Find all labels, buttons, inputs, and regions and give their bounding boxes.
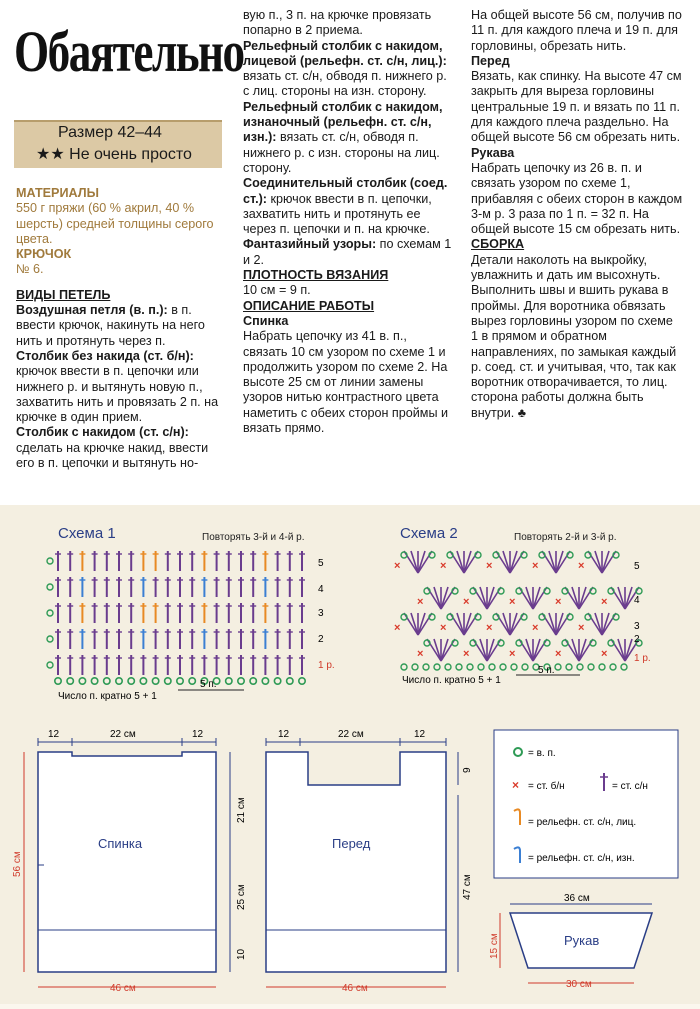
scheme-1-row-4: 4 — [318, 584, 324, 595]
chain-mark — [621, 664, 627, 670]
chain-mark — [47, 584, 53, 590]
stitch-mark — [602, 613, 609, 635]
stitch-mark — [588, 551, 602, 573]
legend-relief-back: = рельефн. ст. с/н, изн. — [528, 853, 635, 864]
stitch-mark — [480, 587, 487, 609]
back-continued-text: На общей высоте 56 см, получив по 11 п. для каждого плеча и 19 п. для горловины, обрезать нить. — [471, 8, 682, 53]
legend — [494, 730, 678, 878]
stitch-mark — [450, 613, 464, 635]
front-label: Перед — [332, 836, 371, 851]
scheme-1-footer: Число п. кратно 5 + 1 — [58, 691, 157, 702]
back-top-left: 12 — [48, 729, 60, 740]
stitch-mark — [434, 587, 441, 609]
chain-mark — [287, 678, 293, 684]
stitch-mark — [611, 639, 625, 661]
stitch-types-heading: ВИДЫ ПЕТЕЛЬ — [16, 287, 111, 302]
scheme-1-grid — [47, 551, 305, 684]
scheme-2-repeat-note: Повторять 2-й и 3-й р. — [514, 532, 617, 543]
stitch-mark — [427, 639, 441, 661]
back-total-height: 56 см — [12, 851, 23, 877]
chain-mark — [274, 678, 280, 684]
stitch-mark — [526, 587, 533, 609]
stitch-mark: × — [394, 622, 401, 634]
chain-mark — [467, 664, 473, 670]
chain-mark — [489, 664, 495, 670]
scheme-1-span: 5 п. — [200, 679, 217, 690]
scheme-1-row-2: 2 — [318, 634, 324, 645]
scheme-2-grid — [394, 551, 642, 670]
assembly-text: Детали наколоть на выкройку, увлажнить и дать им высохнуть. Выполнить швы и вшить рукава в проймы. Для воротника обвязать вырез горловины узором по схеме 1 в прямом и обратном направлениях, по замыкая каждый р. соед. ст. и учитывая, что, так как воротник отворачивается, то лиц. сторона работы должна быть внутри. ♣ — [471, 252, 677, 420]
back-pattern — [12, 729, 247, 994]
stitch-mark — [579, 587, 586, 609]
scheme-1 — [47, 525, 335, 702]
stitch-mark: × — [509, 596, 516, 608]
materials-text: 550 г пряжи (60 % акрил, 40 % шерсть) средней толщины серого цвета. — [16, 201, 214, 246]
stitch-mark — [418, 613, 425, 635]
stitch-mark — [556, 551, 570, 573]
scheme-2-row-4: 4 — [634, 595, 640, 606]
stitch-mark — [457, 613, 464, 635]
stitch-mark — [625, 639, 632, 661]
hook-text: № 6. — [16, 262, 44, 277]
sleeve-bottom-width: 30 см — [566, 979, 592, 990]
chain-mark — [412, 664, 418, 670]
stitch-mark — [503, 551, 510, 573]
stitch-mark: × — [578, 560, 585, 572]
chain-mark — [47, 610, 53, 616]
scheme-2-row-3: 3 — [634, 621, 640, 632]
chain-mark — [250, 678, 256, 684]
chain-mark — [47, 662, 53, 668]
stitch-mark — [556, 613, 563, 635]
stitch-mark: × — [532, 622, 539, 634]
stitch-mark — [565, 587, 579, 609]
chain-mark — [299, 678, 305, 684]
scheme-1-repeat-note: Повторять 3-й и 4-й р. — [202, 532, 305, 543]
chain-mark — [588, 664, 594, 670]
stitch-mark — [418, 551, 425, 573]
scheme-1-row-3: 3 — [318, 608, 324, 619]
continued-text: вую п., 3 п. на крючке провязать попарно в 2 приема. — [243, 8, 432, 38]
chain-mark — [79, 678, 85, 684]
stitch-mark — [565, 639, 579, 661]
stitch-mark — [457, 551, 464, 573]
stitch-mark — [487, 639, 494, 661]
back-height-3: 10 — [236, 948, 247, 960]
chain-mark — [610, 664, 616, 670]
chain-mark — [152, 678, 158, 684]
scheme-2-span: 5 п. — [538, 665, 555, 676]
scheme-2-title: Схема 2 — [400, 525, 458, 542]
legend-vp: = в. п. — [528, 748, 556, 759]
text-column-1 — [16, 186, 228, 471]
diagrams-svg — [0, 505, 700, 1004]
single-crochet-icon: × — [512, 778, 520, 792]
chain-mark — [55, 678, 61, 684]
stitch-mark — [625, 587, 632, 609]
stitch-mark — [572, 587, 579, 609]
back-heading: Спинка — [243, 313, 289, 328]
stitch-mark — [519, 639, 533, 661]
stitch-mark: × — [509, 648, 516, 660]
chain-mark — [500, 664, 506, 670]
sleeve-label: Рукав — [564, 933, 600, 948]
stitch-mark: × — [555, 648, 562, 660]
stitch-mark — [602, 613, 616, 635]
stitch-mark — [441, 639, 455, 661]
sleeves-text: Набрать цепочку из 26 в. п. и связать узором по схеме 1, прибавляя с обеих сторон в каждом 3-м р. 3 раза по 1 п. = 32 п. На общей высоте 15 см обрезать нить. — [471, 160, 683, 237]
stitch-mark — [533, 587, 540, 609]
stitch-mark — [464, 613, 471, 635]
scheme-1-title: Схема 1 — [58, 525, 116, 542]
chain-mark — [423, 664, 429, 670]
stitch-mark: × — [463, 648, 470, 660]
stitch-mark: × — [417, 596, 424, 608]
stitch-mark — [496, 613, 510, 635]
stitch-mark — [427, 587, 441, 609]
stitch-mark — [595, 613, 602, 635]
stitch-mark: × — [578, 622, 585, 634]
front-top-left: 12 — [278, 729, 290, 740]
stitch-mark — [487, 639, 501, 661]
stitch-mark: × — [555, 596, 562, 608]
chain-mark — [128, 678, 134, 684]
chain-mark — [555, 664, 561, 670]
chain-mark — [577, 664, 583, 670]
stitch-mark — [510, 613, 517, 635]
scheme-1-row-1: 1 р. — [318, 660, 335, 671]
stitch-mark — [602, 551, 616, 573]
stitch-mark — [503, 613, 510, 635]
gauge-text: 10 см = 9 п. — [243, 283, 311, 298]
stitch-mark — [510, 613, 524, 635]
stitch-vp: Воздушная петля (в. п.): в п. ввести крючок, накинуть на него нить и протянуть через п. — [16, 303, 205, 348]
sleeve-height: 15 см — [489, 933, 500, 959]
stitch-mark — [441, 587, 455, 609]
stitch-mark — [579, 639, 586, 661]
stitch-slip: Соединительный столбик (соед. ст.): крючок ввести в п. цепочки, захватить нить и протянуть ее через п. цепочки и п. на крючке. — [243, 176, 448, 237]
size-label: Размер 42–44 — [58, 124, 162, 141]
stitch-mark — [618, 587, 625, 609]
front-top-center: 22 см — [338, 729, 364, 740]
chain-mark — [104, 678, 110, 684]
stitch-mark — [404, 551, 418, 573]
size-box — [14, 120, 222, 168]
hook-heading: КРЮЧОК — [16, 247, 72, 262]
stitch-mark — [473, 639, 487, 661]
stitch-mark: × — [601, 648, 608, 660]
stitch-mark — [533, 639, 547, 661]
front-top-right: 12 — [414, 729, 426, 740]
back-bottom-width: 46 см — [110, 983, 136, 994]
chain-mark — [47, 636, 53, 642]
front-outline — [266, 752, 446, 972]
back-height-2: 25 см — [236, 884, 247, 910]
stitch-mark — [487, 587, 494, 609]
chain-mark — [91, 678, 97, 684]
back-text: Набрать цепочку из 41 в. п., связать 10 см узором по схеме 1 и продолжить узором по схеме 2. На высоте 25 см от линии замены узоров нитью контрастного цвета наметить с обеих сторон проймы и вязать прямо. — [243, 329, 449, 436]
stitch-relief-back: Рельефный столбик с накидом, изнаночный (рельефн. ст. с/н, изн.): вязать ст. с/н, обводя п. нижнего р. с изн. стороны на лиц. сторону. — [243, 99, 443, 175]
materials-heading: МАТЕРИАЛЫ — [16, 186, 99, 200]
stitch-mark — [533, 639, 540, 661]
stitch-mark: × — [463, 596, 470, 608]
chain-mark — [47, 558, 53, 564]
chain-mark — [262, 678, 268, 684]
stitch-mark — [473, 587, 487, 609]
chain-mark — [478, 664, 484, 670]
stitch-mark — [526, 639, 533, 661]
chain-mark — [140, 678, 146, 684]
chain-mark — [599, 664, 605, 670]
back-height-1: 21 см — [236, 797, 247, 823]
stitch-mark — [556, 551, 563, 573]
stitch-mark — [480, 639, 487, 661]
stitch-mark — [549, 551, 556, 573]
stitch-mark — [450, 551, 464, 573]
stitch-ssn: Столбик с накидом (ст. с/н): сделать на крючке накид, ввести его в п. цепочки и вытянуть но- — [16, 425, 209, 471]
stitch-mark — [579, 639, 593, 661]
stitch-mark — [464, 551, 478, 573]
stitch-mark — [519, 587, 533, 609]
stitch-mark — [549, 613, 556, 635]
stitch-mark — [464, 551, 471, 573]
stitch-mark — [441, 639, 448, 661]
stitch-mark — [588, 613, 602, 635]
stitch-mark — [602, 551, 609, 573]
text-column-3 — [471, 8, 683, 421]
stitch-mark — [411, 613, 418, 635]
back-outline — [38, 752, 216, 972]
diagrams-area — [0, 505, 700, 1004]
stitch-mark — [487, 587, 501, 609]
back-label: Спинка — [98, 836, 143, 851]
front-pattern — [266, 729, 473, 994]
scheme-2-row-2: 2 — [634, 634, 640, 645]
assembly-heading: СБОРКА — [471, 237, 525, 252]
stitch-mark: × — [440, 560, 447, 572]
stitch-mark — [418, 613, 432, 635]
text-column-2 — [243, 8, 453, 436]
chain-mark — [566, 664, 572, 670]
stitch-mark — [411, 551, 418, 573]
stitch-mark — [418, 551, 432, 573]
chain-mark — [67, 678, 73, 684]
stitch-mark — [510, 551, 517, 573]
stitch-mark — [464, 613, 478, 635]
scheme-2-row-5: 5 — [634, 561, 640, 572]
gauge-heading: ПЛОТНОСТЬ ВЯЗАНИЯ — [243, 268, 389, 283]
stitch-mark — [510, 551, 524, 573]
stitch-sbn: Столбик без накида (ст. б/н): крючок ввести в п. цепочки или нижнего р. и вытянуть новую п., захватить нить и провязать 2 п. на крючке в один прием. — [16, 348, 219, 425]
stitch-mark — [611, 587, 625, 609]
front-neck-height: 9 — [462, 767, 473, 773]
scheme-2-footer: Число п. кратно 5 + 1 — [402, 675, 501, 686]
sleeves-heading: Рукава — [471, 145, 515, 160]
work-description-heading: ОПИСАНИЕ РАБОТЫ — [243, 298, 375, 313]
stitch-mark — [434, 639, 441, 661]
stitch-mark: × — [532, 560, 539, 572]
chain-mark — [177, 678, 183, 684]
stitch-mark: × — [440, 622, 447, 634]
front-height: 47 см — [462, 874, 473, 900]
chain-mark — [434, 664, 440, 670]
stitch-mark — [533, 587, 547, 609]
page-title: Обаятельно — [14, 19, 244, 84]
stitch-mark — [556, 613, 570, 635]
stitch-mark — [542, 613, 556, 635]
legend-ssn: = ст. с/н — [612, 781, 648, 792]
stitch-mark — [579, 587, 593, 609]
stitch-mark — [618, 639, 625, 661]
stitch-mark — [595, 551, 602, 573]
chain-mark — [238, 678, 244, 684]
chain-mark — [401, 664, 407, 670]
stitch-mark — [572, 639, 579, 661]
stitch-mark — [496, 551, 510, 573]
legend-relief-front: = рельефн. ст. с/н, лиц. — [528, 817, 637, 828]
stitch-mark — [441, 587, 448, 609]
stitch-mark: × — [417, 648, 424, 660]
scheme-1-row-5: 5 — [318, 558, 324, 569]
legend-sbn: = ст. б/н — [528, 781, 565, 792]
stitch-mark — [542, 551, 556, 573]
scheme-2 — [394, 525, 651, 686]
chain-mark — [165, 678, 171, 684]
chain-mark — [116, 678, 122, 684]
chain-mark — [456, 664, 462, 670]
front-text: Вязать, как спинку. На высоте 47 см закрыть для выреза горловины центральные 19 п. и вязать по 11 п. для каждого плеча раздельно. На общей высоте 56 см обрезать нить. — [471, 69, 682, 145]
front-bottom-width: 46 см — [342, 983, 368, 994]
back-top-center: 22 см — [110, 729, 136, 740]
chain-mark — [189, 678, 195, 684]
back-top-right: 12 — [192, 729, 204, 740]
stitch-mark: × — [394, 560, 401, 572]
front-heading: Перед — [471, 53, 510, 68]
scheme-2-row-1: 1 р. — [634, 653, 651, 664]
sleeve-top-width: 36 см — [564, 893, 590, 904]
fancy-patterns: Фантазийный узоры: по схемам 1 и 2. — [243, 237, 452, 267]
stitch-relief-front: Рельефный столбик с накидом, лицевой (рельефн. ст. с/н, лиц.): вязать ст. с/н, обводя п. нижнего р. с лиц. стороны на изн. сторону. — [243, 38, 447, 99]
stitch-mark — [404, 613, 418, 635]
stitch-mark: × — [601, 596, 608, 608]
chain-mark — [226, 678, 232, 684]
sleeve-pattern — [489, 893, 652, 990]
difficulty-label: ★★ Не очень просто — [36, 146, 192, 163]
chain-mark — [445, 664, 451, 670]
chain-mark — [511, 664, 517, 670]
stitch-mark: × — [486, 622, 493, 634]
chain-mark — [522, 664, 528, 670]
stitch-mark: × — [486, 560, 493, 572]
